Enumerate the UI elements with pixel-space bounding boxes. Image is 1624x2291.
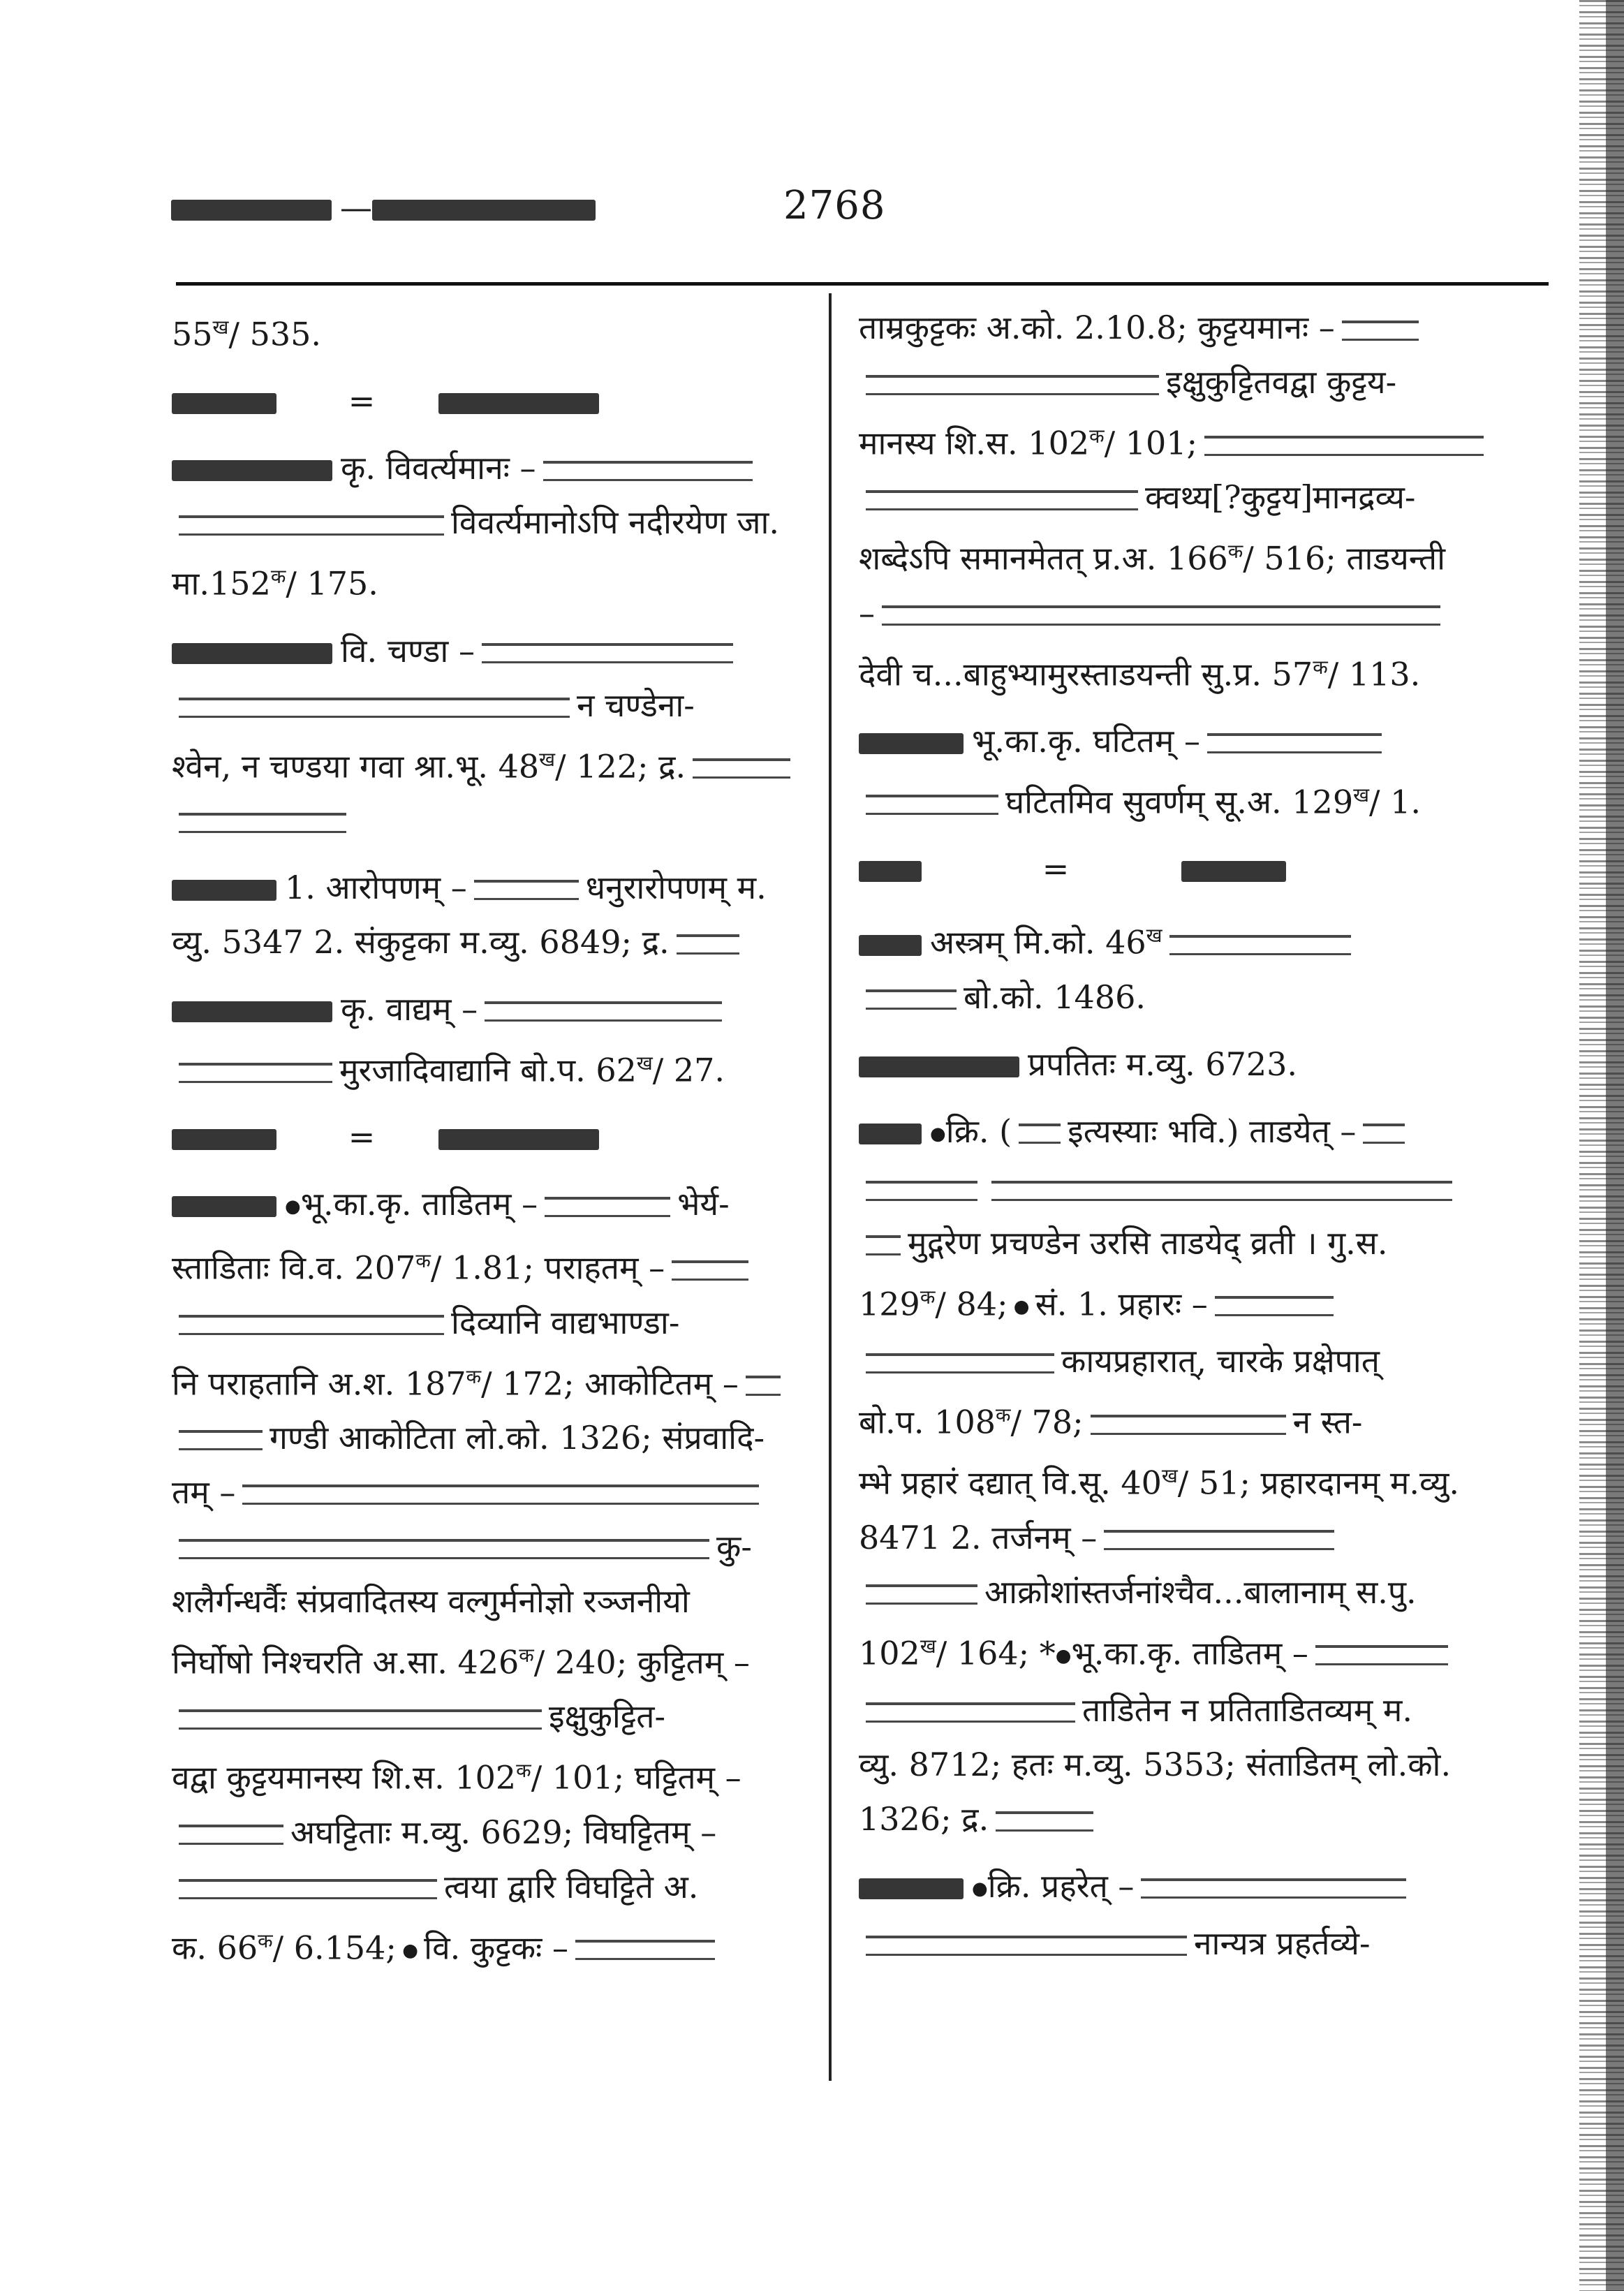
entry: कृ. वाद्यम् – मुरजादिवाद्यानि बो.प. $62^ख/$ 27. — [172, 982, 800, 1097]
tibetan-glyphs — [866, 795, 998, 815]
tibetan-glyphs — [866, 490, 1138, 510]
headword — [859, 1124, 922, 1144]
headword — [172, 1196, 276, 1217]
right-column — [859, 300, 1529, 1983]
tibetan-glyphs — [179, 698, 570, 718]
tibetan-glyphs — [866, 1702, 1075, 1723]
tibetan-glyphs — [438, 393, 599, 414]
tibetan-glyphs — [1207, 733, 1382, 753]
tibetan-glyphs — [1091, 1415, 1286, 1435]
tibetan-glyphs — [866, 1936, 1187, 1956]
tibetan-glyphs — [179, 1539, 709, 1559]
header-rule — [176, 282, 1549, 286]
tibetan-glyphs — [171, 200, 332, 221]
tibetan-glyphs — [179, 1315, 444, 1335]
headword — [859, 1056, 1019, 1077]
headword — [172, 460, 332, 481]
tibetan-glyphs — [996, 1811, 1093, 1832]
tibetan-glyphs — [372, 200, 596, 221]
left-column — [172, 300, 800, 1990]
headword — [859, 935, 922, 956]
tibetan-glyphs — [474, 880, 579, 900]
tibetan-glyphs — [575, 1940, 715, 1960]
entry: अस्त्रम् मि.को. $46^ख$ बो.को. 1486. — [859, 908, 1529, 1024]
tibetan-glyphs — [746, 1376, 781, 1396]
tibetan-glyphs — [482, 643, 733, 663]
tibetan-glyphs — [485, 1001, 722, 1022]
tibetan-glyphs — [866, 1353, 1054, 1373]
headword — [172, 1129, 276, 1150]
tibetan-glyphs — [1169, 935, 1351, 955]
tibetan-glyphs — [991, 1181, 1452, 1201]
page-number: 2768 — [783, 183, 886, 228]
tibetan-glyphs — [882, 605, 1440, 626]
entry: ●क्रि. ( इत्यस्याः भवि.) ताडयेत् – मुद्गरेण प्रचण्डेन उरसि ताडयेद् व्रती । गु.स. $129^क/$ 84; ● सं. 1. प्रहारः – कायप्रहारात्, चारके प्रक्षेपात् बो.प. $108^क/$ 78; न स्त- म्भे प्रहारं दद्यात् वि.सू. $40^ख/$ 51; प्रहारदानम् म.व्यु. 8471 2. तर्जनम् – आक्रोशांस्तर्जनांश्चैव...बालानाम् स.पु. $102^ख/$ 164; *●भू.का.कृ. ताडितम् – ताडितेन न प्रतिताडितव्यम् म. व्यु. 8712; हतः म.व्यु. 5353; संताडितम् लो.को. 1326; द्र. — [859, 1112, 1460, 1838]
entry: प्रपतितः म.व्यु. 6723. — [859, 1037, 1529, 1091]
tibetan-glyphs — [866, 1235, 901, 1255]
tibetan-glyphs — [1141, 1878, 1406, 1899]
tibetan-glyphs — [1215, 1296, 1334, 1316]
tibetan-glyphs — [179, 1825, 283, 1845]
tibetan-glyphs — [438, 1129, 599, 1150]
tibetan-glyphs — [866, 989, 957, 1010]
tibetan-glyphs — [179, 1430, 263, 1450]
tibetan-glyphs — [1204, 436, 1484, 456]
headword — [859, 733, 964, 754]
entry-cross-ref: = — [172, 1110, 800, 1164]
entry: वि. चण्डा – न चण्डेना- श्वेन, न चण्डया गवा श्रा.भू. $48^ख/$ 122; द्र. — [172, 624, 800, 848]
headword — [172, 1001, 332, 1022]
tibetan-glyphs — [242, 1485, 759, 1505]
tibetan-glyphs — [179, 1063, 332, 1083]
entry: भू.का.कृ. घटितम् – घटितमिव सुवर्णम् सू.अ. $129^ख/$ 1. — [859, 714, 1529, 829]
headword — [859, 861, 922, 882]
column-divider — [829, 293, 832, 2081]
tibetan-glyphs — [677, 934, 739, 955]
tibetan-glyphs — [1019, 1124, 1061, 1144]
tibetan-glyphs — [693, 758, 790, 779]
tibetan-glyphs — [179, 1709, 542, 1730]
page-edge-shadow — [1606, 0, 1624, 2291]
headword — [172, 393, 276, 414]
entry-cross-ref: = — [859, 841, 1529, 896]
tibetan-glyphs — [866, 375, 1159, 395]
tibetan-glyphs — [543, 461, 753, 481]
tibetan-glyphs — [1342, 321, 1419, 341]
tibetan-glyphs — [545, 1197, 670, 1217]
tibetan-glyphs — [179, 813, 346, 833]
entry: ●भू.का.कृ. ताडितम् – भेर्य- स्ताडिताः वि.व. $207^क/$ 1.81; पराहतम् – दिव्यानि वाद्यभाण्डा- नि पराहतानि अ.श. $187^क/$ 172; आकोटितम् – गण्डी आकोटिता लो.को. 1326; संप्रवादि- तम् – कु- शलैर्गन्धर्वैः संप्रवादितस्य वल्गुर्मनोज्ञो रञ्जनीयो निर्घोषो निश्चरति अ.सा. $426^क/$ 240; कुट्टितम् – इक्षुकुट्टित- वद्वा कुट्टयमानस्य शि.स. $102^क/$ 101; घट्टितम् – अघट्टिताः म.व्यु. 6629; विघट्टितम् – त्वया द्वारि विघट्टिते अ. क. $66^क/$ 6.154; ● वि. कुट्टकः – — [172, 1177, 800, 1977]
tibetan-glyphs — [1363, 1124, 1405, 1144]
entry: 1. आरोपणम् – धनुरारोपणम् म. व्यु. 5347 2. संकुट्टका म.व्यु. 6849; द्र. — [172, 868, 767, 961]
tibetan-glyphs — [1315, 1645, 1448, 1665]
entry: कृ. विवर्त्यमानः – विवर्त्यमानोऽपि नदीरयेण जा. $मा.152^क/$ 175. — [172, 449, 780, 603]
tibetan-glyphs — [866, 1181, 977, 1201]
entry: ●क्रि. प्रहरेत् – नान्यत्र प्रहर्तव्ये- — [859, 1859, 1529, 1970]
entry-continuation: $55^ख/$ 535. — [172, 315, 321, 353]
headword — [172, 643, 332, 664]
tibetan-glyphs — [1181, 861, 1286, 882]
tibetan-glyphs — [1104, 1530, 1334, 1550]
tibetan-glyphs — [866, 1584, 977, 1605]
entry-cross-ref: = — [172, 374, 800, 428]
headword — [172, 880, 276, 901]
running-head: — — [171, 189, 604, 226]
headword — [859, 1878, 964, 1899]
tibetan-glyphs — [179, 1879, 437, 1899]
tibetan-glyphs — [179, 515, 444, 536]
tibetan-glyphs — [672, 1260, 748, 1281]
entry-continuation: ताम्रकुट्टकः अ.को. 2.10.8; कुट्टयमानः – इक्षुकुट्टितवद्वा कुट्टय- मानस्य शि.स. $102^क/$ 101; क्वथ्य[?कुट्टय]मानद्रव्य- शब्देऽपि समानमेतत् प्र.अ. $166^क/$ 516; ताडयन्ती – देवी च...बाहुभ्यामुरस्ताडयन्ती सु.प्र. $57^क/$ 113. — [859, 300, 1529, 701]
